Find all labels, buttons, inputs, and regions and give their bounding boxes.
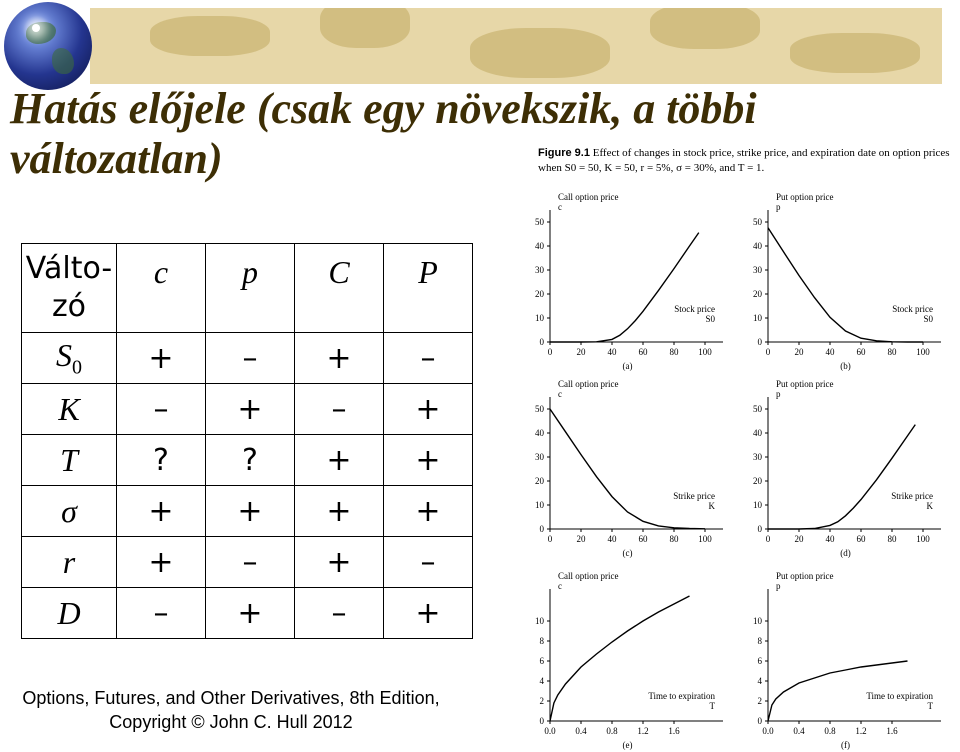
y-tick-label: 50 [753,217,762,227]
y-tick-label: 10 [535,313,544,323]
x-axis-label-line1: Strike price [891,491,933,501]
x-tick-label: 1.6 [668,726,680,736]
y-tick-label: 4 [757,676,762,686]
row-variable: r [22,537,117,588]
sign-cell: + [206,384,295,435]
y-axis-label-line2: p [776,389,781,399]
x-tick-label: 0 [547,534,553,544]
sign-cell: + [206,588,295,639]
x-axis-label-line2: S0 [705,314,715,324]
row-variable: T [22,435,117,486]
x-axis-label-line2: S0 [923,314,933,324]
series-line [768,425,915,529]
y-tick-label: 2 [539,696,544,706]
x-tick-label: 100 [916,347,930,357]
y-tick-label: 10 [535,616,544,626]
sign-cell: ? [117,435,206,486]
x-tick-label: 100 [916,534,930,544]
y-axis-label-line2: c [558,389,562,399]
x-axis-label-line1: Time to expiration [648,691,715,701]
y-tick-label: 40 [753,241,762,251]
y-tick-label: 0 [539,337,544,347]
sign-cell: – [295,588,384,639]
row-variable: σ [22,486,117,537]
x-tick-label: 0.0 [544,726,556,736]
x-tick-label: 100 [698,347,712,357]
sign-cell: + [295,435,384,486]
row-variable: $S_0$ [22,333,117,384]
sign-cell: + [117,537,206,588]
panel-label: (a) [622,361,633,371]
header-C: C [295,244,384,333]
x-tick-label: 0.0 [762,726,774,736]
sign-cell: + [295,486,384,537]
y-tick-label: 10 [535,500,544,510]
y-tick-label: 30 [753,452,762,462]
x-tick-label: 1.2 [637,726,649,736]
y-tick-label: 0 [539,716,544,726]
y-tick-label: 20 [753,476,762,486]
sign-cell: + [384,486,473,537]
table-row [22,537,473,588]
y-tick-label: 50 [535,404,544,414]
sign-cell: ? [206,435,295,486]
figure-panels [520,175,960,752]
x-tick-label: 40 [607,347,617,357]
x-tick-label: 80 [669,347,679,357]
panel-label: (b) [840,361,851,371]
sign-cell: + [384,384,473,435]
y-axis-label-line1: Call option price [558,379,619,389]
figure-caption-text: Effect of changes in stock price, strike price, and expiration date on option prices when S0 = 50, K = 50, r = 5%, σ = 30%, and T = 1. [538,147,950,174]
table-row [22,588,473,639]
x-tick-label: 40 [825,534,835,544]
x-tick-label: 20 [794,347,804,357]
y-tick-label: 10 [753,500,762,510]
header-c: c [117,244,206,333]
y-axis-label-line1: Call option price [558,192,619,202]
y-tick-label: 50 [753,404,762,414]
sign-cell: – [295,384,384,435]
x-axis-label-line2: T [927,701,933,711]
y-tick-label: 0 [757,524,762,534]
table-row [22,384,473,435]
panel-label: (d) [840,548,851,558]
header-P: P [384,244,473,333]
x-tick-label: 0 [765,534,771,544]
y-tick-label: 0 [757,716,762,726]
y-tick-label: 50 [535,217,544,227]
x-tick-label: 1.6 [886,726,898,736]
header-p: p [206,244,295,333]
y-tick-label: 20 [753,289,762,299]
globe-logo [4,2,92,90]
y-tick-label: 2 [757,696,762,706]
copyright-footer [0,686,462,734]
series-line [550,233,699,342]
y-tick-label: 10 [753,616,762,626]
x-tick-label: 100 [698,534,712,544]
sign-cell: + [384,435,473,486]
x-axis-label-line1: Stock price [674,304,715,314]
sign-cell: + [384,588,473,639]
y-tick-label: 30 [535,452,544,462]
y-tick-label: 20 [535,289,544,299]
x-tick-label: 0.8 [824,726,836,736]
y-tick-label: 40 [535,428,544,438]
y-tick-label: 6 [539,656,544,666]
x-tick-label: 0.4 [575,726,587,736]
x-tick-label: 80 [669,534,679,544]
series-line [768,228,923,342]
y-tick-label: 10 [753,313,762,323]
y-axis-label-line1: Call option price [558,571,619,581]
table-header-row [22,244,473,333]
x-tick-label: 40 [825,347,835,357]
footer-line-2: Copyright © John C. Hull 2012 [109,712,353,732]
sign-cell: + [295,537,384,588]
y-tick-label: 6 [757,656,762,666]
x-axis-label-line2: T [709,701,715,711]
x-axis-label-line2: K [926,501,933,511]
x-tick-label: 60 [856,534,866,544]
y-tick-label: 30 [753,265,762,275]
figure-label: Figure 9.1 [538,147,590,159]
y-axis-label-line2: p [776,202,781,212]
x-tick-label: 20 [576,347,586,357]
y-tick-label: 8 [539,636,544,646]
x-tick-label: 1.2 [855,726,867,736]
series-line [550,409,705,529]
x-axis-label-line2: K [708,501,715,511]
table-row [22,333,473,384]
table-row [22,435,473,486]
slide-title: Hatás előjele (csak egy növekszik, a többi változatlan) [10,84,757,183]
x-tick-label: 0.8 [606,726,618,736]
x-axis-label-line1: Stock price [892,304,933,314]
x-tick-label: 20 [576,534,586,544]
footer-line-1: Options, Futures, and Other Derivatives, 8th Edition, [22,688,440,708]
x-tick-label: 0.4 [793,726,805,736]
x-axis-label-line1: Time to expiration [866,691,933,701]
y-tick-label: 40 [753,428,762,438]
x-tick-label: 20 [794,534,804,544]
sign-cell: – [117,588,206,639]
y-tick-label: 0 [539,524,544,534]
y-axis-label-line2: c [558,202,562,212]
sign-cell: + [117,486,206,537]
row-variable: D [22,588,117,639]
sign-cell: + [295,333,384,384]
y-tick-label: 30 [535,265,544,275]
y-axis-label-line1: Put option price [776,571,834,581]
x-tick-label: 40 [607,534,617,544]
x-tick-label: 60 [638,347,648,357]
x-tick-label: 0 [547,347,553,357]
sign-cell: + [117,333,206,384]
row-variable: K [22,384,117,435]
sign-cell: + [206,486,295,537]
y-tick-label: 40 [535,241,544,251]
header-variable: Válto- zó [22,244,117,333]
x-tick-label: 80 [887,534,897,544]
header-map-banner [90,8,942,84]
y-tick-label: 20 [535,476,544,486]
panel-label: (c) [622,548,633,558]
sign-cell: – [206,537,295,588]
sign-cell: – [384,537,473,588]
panel-label: (f) [841,740,850,750]
series-line [550,596,690,721]
x-tick-label: 60 [638,534,648,544]
y-tick-label: 4 [539,676,544,686]
sign-table [21,243,473,639]
sign-cell: – [206,333,295,384]
x-tick-label: 80 [887,347,897,357]
table-row [22,486,473,537]
y-tick-label: 8 [757,636,762,646]
sign-cell: – [384,333,473,384]
sign-cell: – [117,384,206,435]
x-tick-label: 60 [856,347,866,357]
y-tick-label: 0 [757,337,762,347]
y-axis-label-line1: Put option price [776,379,834,389]
y-axis-label-line2: c [558,581,562,591]
x-axis-label-line1: Strike price [673,491,715,501]
y-axis-label-line1: Put option price [776,192,834,202]
x-tick-label: 0 [765,347,771,357]
panel-label: (e) [622,740,633,750]
y-axis-label-line2: p [776,581,781,591]
figure-caption [538,146,958,176]
